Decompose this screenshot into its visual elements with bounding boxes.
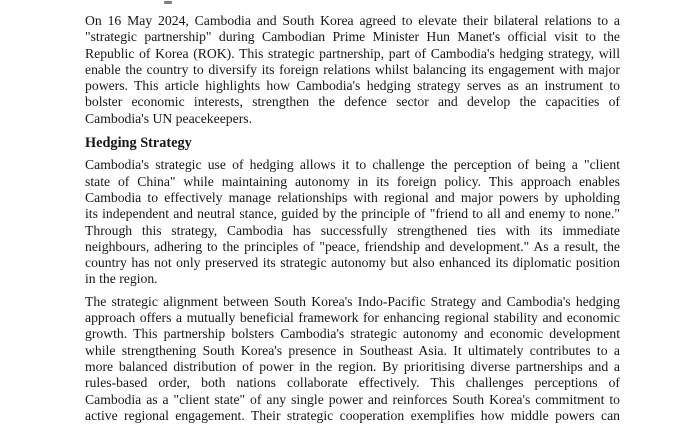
text-line: "strategic partnership" during Cambodian Prime Minister Hun Manet's official visit to the (85, 29, 620, 45)
text-line: active regional engagement. Their strategic cooperation exemplifies how middle powers can (85, 407, 620, 423)
text-line: Cambodia as a "client state" of any single power and reinforces South Korea's commitment to (85, 391, 620, 407)
text-line: neighbours, adhering to the principles of "peace, friendship and development." As a result, the (85, 238, 620, 254)
section-heading (85, 135, 620, 151)
text-line: The strategic alignment between South Korea's Indo-Pacific Strategy and Cambodia's hedging (85, 293, 620, 309)
text-line: Republic of Korea (ROK). This strategic partnership, part of Cambodia's hedging strategy, will (85, 45, 620, 61)
clipped-text-remnant (164, 1, 172, 4)
text-line: bolster economic interests, strengthen the defence sector and develop the capacities of (85, 94, 620, 110)
text-line: Cambodia to effectively manage relationships with regional and major powers by upholding (85, 189, 620, 205)
text-line: its independent and neutral stance, guided by the principle of "friend to all and enemy to none." (85, 206, 620, 222)
paragraph (85, 294, 620, 424)
text-line: enable the country to diversify its foreign relations whilst balancing its engagement with major (85, 61, 620, 77)
text-line: On 16 May 2024, Cambodia and South Korea agreed to elevate their bilateral relations to a (85, 13, 620, 28)
text-line: while strengthening South Korea's presence in Southeast Asia. It ultimately contributes to a (85, 342, 620, 358)
document-body (85, 13, 620, 430)
text-line: country has not only preserved its strategic autonomy but also enhanced its diplomatic position (85, 255, 620, 271)
text-line: in the region. (85, 271, 158, 287)
heading-text: Hedging Strategy (85, 135, 192, 152)
text-line: growth. This partnership bolsters Cambodia's strategic autonomy and economic development (85, 326, 620, 342)
text-line: more balanced distribution of power in the region. By prioritising diverse partnerships and a (85, 358, 620, 374)
text-line: rules-based order, both nations collaborate effectively. This challenges perceptions of (85, 375, 620, 391)
paragraph (85, 13, 620, 127)
text-line: Through this strategy, Cambodia has successfully strengthened ties with its immediate (85, 222, 620, 238)
text-line: Cambodia's strategic use of hedging allows it to challenge the perception of being a "client (85, 157, 620, 173)
text-line: Cambodia's UN peacekeepers. (85, 110, 253, 126)
text-line: state of China" while maintaining autonomy in its foreign policy. This approach enables (85, 173, 620, 189)
text-line: powers. This article highlights how Cambodia's hedging strategy serves as an instrument to (85, 78, 620, 94)
paragraph (85, 157, 620, 287)
text-line: approach offers a mutually beneficial framework for enhancing regional stability and economic (85, 310, 620, 326)
